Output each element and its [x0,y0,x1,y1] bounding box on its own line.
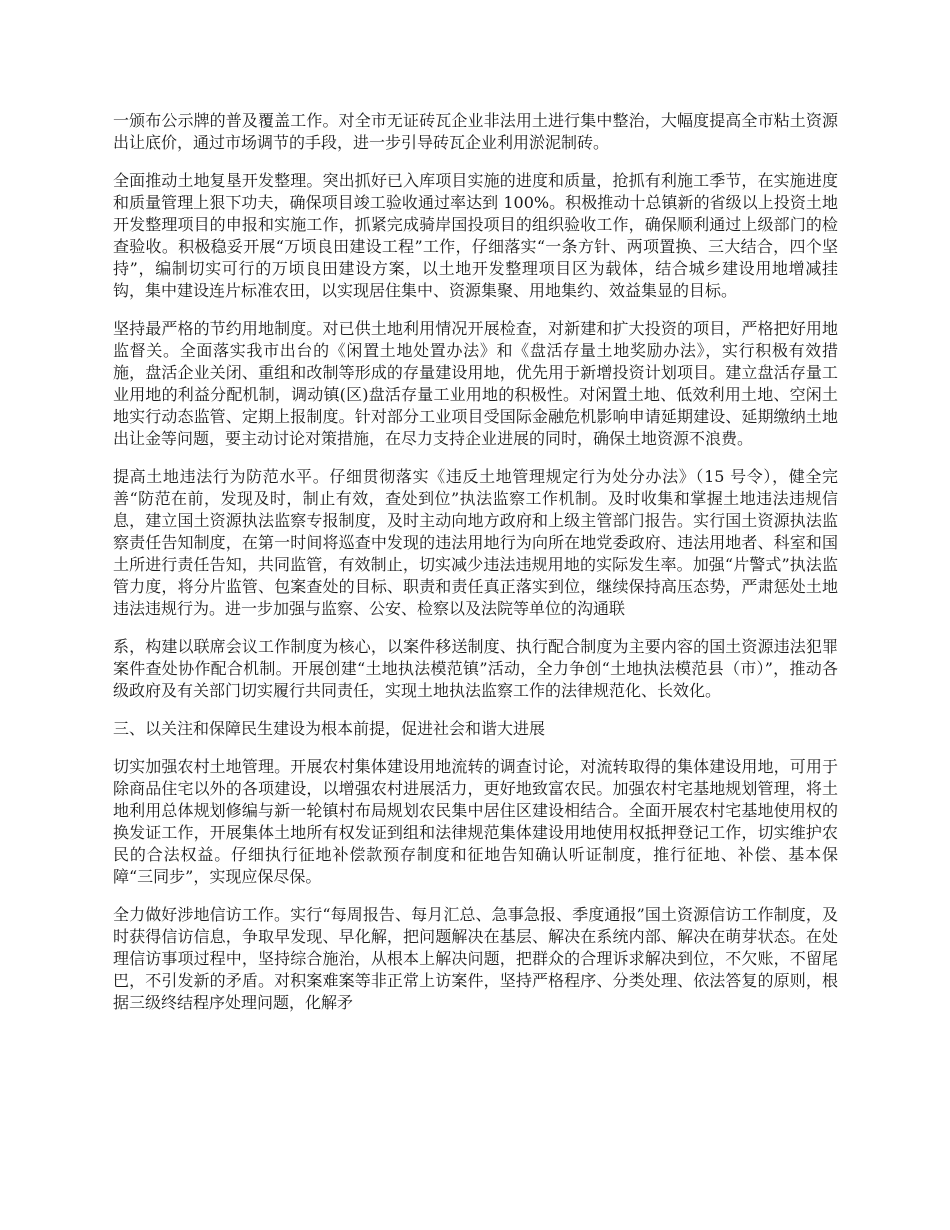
paragraph-joint-mechanism: 系，构建以联席会议工作制度为核心，以案件移送制度、执行配合制度为主要内容的国土资源违法犯罪案件查处协作配合机制。开展创建“土地执法模范镇”活动，全力争创“土地执法模范县（市）”，推动各级政府及有关部门切实履行共同责任，实现土地执法监察工作的法律规范化、长效化。 [113,637,838,700]
paragraph-petition-work: 全力做好涉地信访工作。实行“每周报告、每月汇总、急事急报、季度通报”国土资源信访工作制度，及时获得信访信息，争取早发现、早化解，把问题解决在基层、解决在系统内部、解决在萌芽状态。在处理信访事项过程中，坚持综合施治，从根本上解决问题，把群众的合理诉求解决到位，不欠账，不留尾巴，不引发新的矛盾。对积案难案等非正常上访案件，坚持严格程序、分类处理、依法答复的原则，根据三级终结程序处理问题，化解矛 [113,905,838,1012]
paragraph-land-saving: 坚持最严格的节约用地制度。对已供土地利用情况开展检查，对新建和扩大投资的项目，严格把好用地监督关。全面落实我市出台的《闲置土地处置办法》和《盘活存量土地奖励办法》，实行积极有效措施，盘活企业关闭、重组和改制等形成的存量建设用地，优先用于新增投资计划项目。建立盘活存量工业用地的利益分配机制，调动镇(区)盘活存量工业用地的积极性。对闲置土地、低效利用土地、空闲土地实行动态监管、定期上报制度。针对部分工业项目受国际金融危机影响申请延期建设、延期缴纳土地出让金等问题，要主动讨论对策措施，在尽力支持企业进展的同时，确保土地资源不浪费。 [113,319,838,448]
section-heading-livelihood: 三、以关注和保障民生建设为根本前提，促进社会和谐大进展 [113,719,546,738]
document-body [113,110,838,1030]
paragraph-brick-tile: 一颁布公示牌的普及覆盖工作。对全市无证砖瓦企业非法用土进行集中整治，大幅度提高全市粘土资源出让底价，通过市场调节的手段，进一步引导砖瓦企业利用淤泥制砖。 [113,111,838,152]
paragraph-rural-land: 切实加强农村土地管理。开展农村集体建设用地流转的调查讨论，对流转取得的集体建设用地，可用于除商品住宅以外的各项建设，以增强农村进展活力，更好地致富农民。加强农村宅基地规划管理，将土地利用总体规划修编与新一轮镇村布局规划农民集中居住区建设相结合。全面开展农村宅基地使用权的换发证工作，开展集体土地所有权发证到组和法律规范集体建设用地使用权抵押登记工作，切实维护农民的合法权益。仔细执行征地补偿款预存制度和征地告知确认听证制度，推行征地、补偿、基本保障“三同步”，实现应保尽保。 [113,757,838,886]
paragraph-land-reclamation: 全面推动土地复垦开发整理。突出抓好已入库项目实施的进度和质量，抢抓有利施工季节，在实施进度和质量管理上狠下功夫，确保项目竣工验收通过率达到 100%。积极推动十总镇新的省级以上投资土地开发整理项目的申报和实施工作，抓紧完成骑岸国投项目的组织验收工作，确保顺利通过上级部门的检查验收。积极稳妥开展“万顷良田建设工程”工作，仔细落实“一条方针、两项置换、三大结合，四个坚持”，编制切实可行的万顷良田建设方案，以土地开发整理项目区为载体，结合城乡建设用地增减挂钩，集中建设连片标准农田，以实现居住集中、资源集聚、用地集约、效益集显的目标。 [113,171,838,300]
paragraph-violation-prevention: 提高土地违法行为防范水平。仔细贯彻落实《违反土地管理规定行为处分办法》（15 号令），健全完善“防范在前，发现及时，制止有效，查处到位”执法监察工作机制。及时收集和掌握土地违法违规信息，建立国土资源执法监察专报制度，及时主动向地方政府和上级主管部门报告。实行国土资源执法监察责任告知制度，在第一时间将巡查中发现的违法用地行为向所在地党委政府、违法用地者、科室和国土所进行责任告知，共同监管，有效制止，切实减少违法违规用地的实际发生率。加强“片警式”执法监管力度，将分片监管、包案查处的目标、职责和责任真正落实到位，继续保持高压态势，严肃惩处土地违法违规行为。进一步加强与监察、公安、检察以及法院等单位的沟通联 [113,467,838,618]
